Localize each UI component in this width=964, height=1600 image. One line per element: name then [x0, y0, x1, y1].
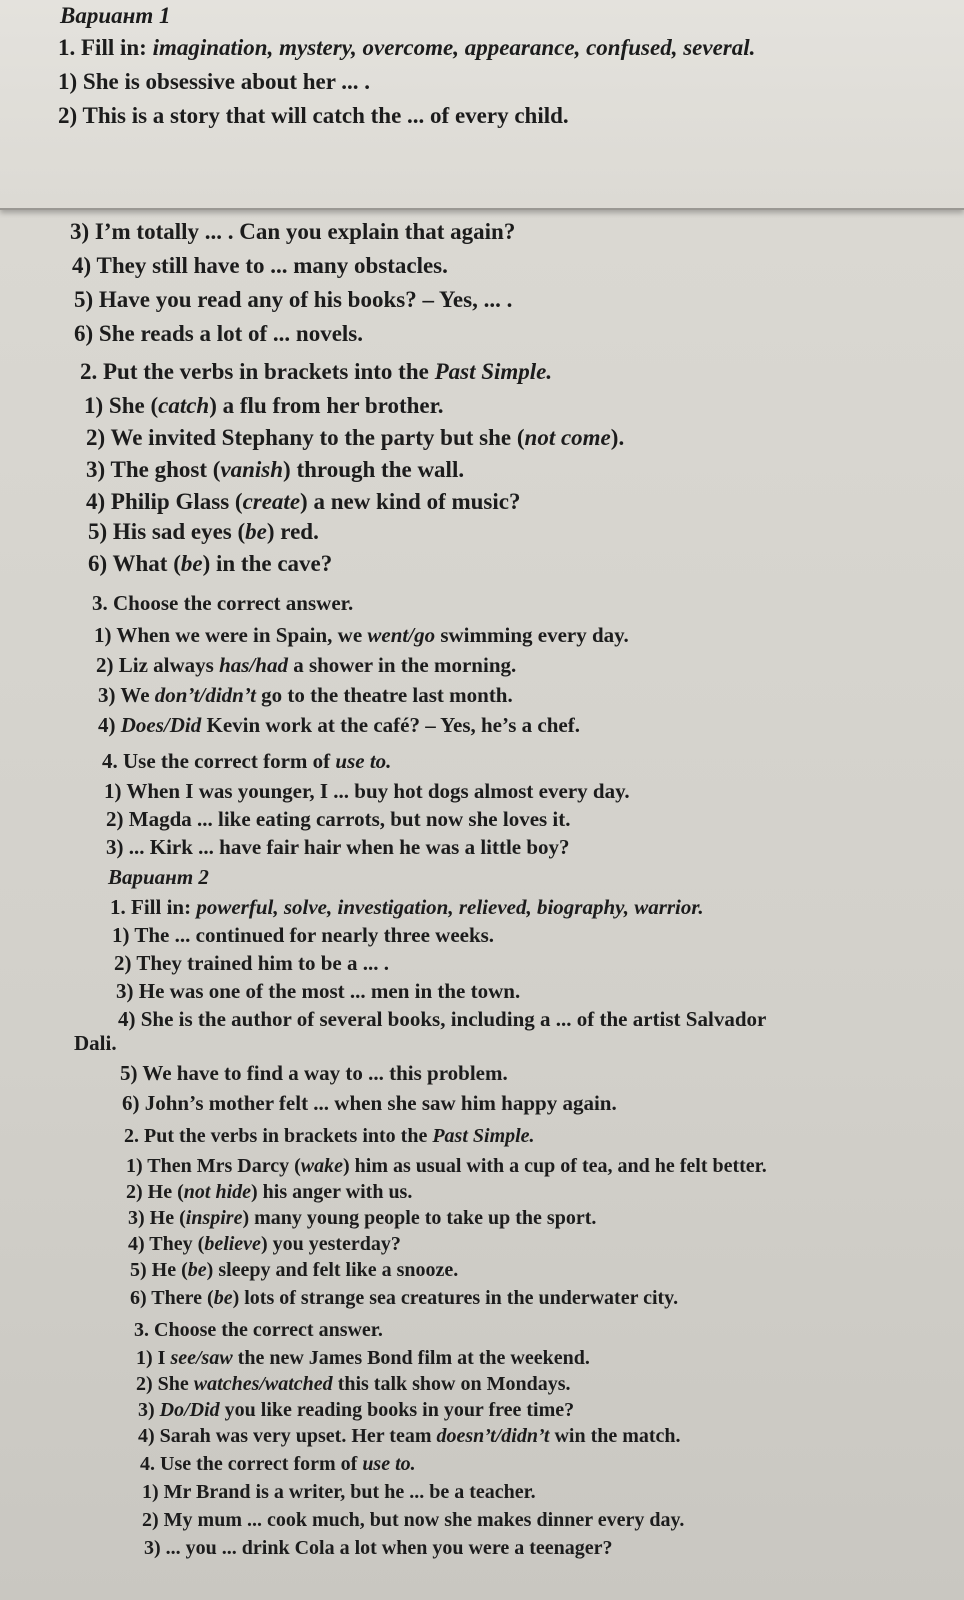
v2-ex1-item-1: 1) The ... continued for nearly three weeks. — [112, 923, 495, 947]
v1-ex2-item-5: 5) His sad eyes (be) red. — [88, 519, 319, 544]
v1-ex4-item-1: 1) When I was younger, I ... buy hot dogs almost every day. — [104, 779, 630, 803]
v1-ex2-item-4: 4) Philip Glass (create) a new kind of music? — [86, 489, 521, 514]
v1-ex1-item-4: 4) They still have to ... many obstacles. — [72, 253, 448, 278]
v2-ex2-item-5: 5) He (be) sleepy and felt like a snooze. — [130, 1259, 459, 1281]
v2-ex1-item-2: 2) They trained him to be a ... . — [114, 951, 389, 975]
v1-ex4-item-2: 2) Magda ... like eating carrots, but now she loves it. — [106, 807, 571, 831]
v2-ex2-item-4: 4) They (believe) you yesterday? — [128, 1233, 401, 1255]
v1-ex1-item-5: 5) Have you read any of his books? – Yes, ... . — [74, 287, 513, 312]
v2-ex1-item-6: 6) John’s mother felt ... when she saw him happy again. — [122, 1091, 617, 1115]
v2-ex3-item-4: 4) Sarah was very upset. Her team doesn’t/didn’t win the match. — [138, 1425, 681, 1447]
v1-ex2-item-3: 3) The ghost (vanish) through the wall. — [86, 457, 465, 482]
v2-ex3-heading: 3. Choose the correct answer. — [134, 1319, 383, 1341]
v2-ex2-item-6: 6) There (be) lots of strange sea creatures in the underwater city. — [130, 1287, 679, 1309]
variant-2-title: Вариант 2 — [108, 865, 209, 889]
v1-ex3-item-4: 4) Does/Did Kevin work at the café? – Yes, he’s a chef. — [98, 713, 580, 737]
v2-ex2-heading: 2. Put the verbs in brackets into the Past Simple. — [124, 1125, 535, 1147]
v2-ex3-item-1: 1) I see/saw the new James Bond film at the weekend. — [136, 1347, 590, 1369]
v2-ex1-item-5: 5) We have to find a way to ... this problem. — [120, 1061, 508, 1085]
v1-ex1-item-1: 1) She is obsessive about her ... . — [58, 69, 371, 94]
v2-ex4-item-1: 1) Mr Brand is a writer, but he ... be a teacher. — [142, 1481, 536, 1503]
v1-ex4-item-3: 3) ... Kirk ... have fair hair when he was a little boy? — [106, 835, 570, 859]
v1-ex2-item-6: 6) What (be) in the cave? — [88, 551, 333, 576]
v1-ex2-heading: 2. Put the verbs in brackets into the Past Simple. — [80, 359, 553, 384]
v2-ex3-item-2: 2) She watches/watched this talk show on Mondays. — [136, 1373, 571, 1395]
v2-ex1-item-4: 4) She is the author of several books, including a ... of the artist Salvador — [118, 1007, 767, 1031]
v1-ex1-item-3: 3) I’m totally ... . Can you explain that again? — [70, 219, 516, 244]
v2-ex4-heading: 4. Use the correct form of use to. — [140, 1453, 416, 1475]
v1-ex3-item-1: 1) When we were in Spain, we went/go swimming every day. — [94, 623, 629, 647]
v2-ex1-item-3: 3) He was one of the most ... men in the town. — [116, 979, 521, 1003]
v2-ex4-item-2: 2) My mum ... cook much, but now she makes dinner every day. — [142, 1509, 685, 1531]
v1-ex2-item-1: 1) She (catch) a flu from her brother. — [84, 393, 444, 418]
v2-ex2-item-1: 1) Then Mrs Darcy (wake) him as usual with a cup of tea, and he felt better. — [126, 1155, 767, 1177]
v1-ex4-heading: 4. Use the correct form of use to. — [102, 749, 392, 773]
variant-1-title: Вариант 1 — [60, 3, 171, 28]
v2-ex4-item-3: 3) ... you ... drink Cola a lot when you were a teenager? — [144, 1537, 613, 1559]
v1-ex3-item-2: 2) Liz always has/had a shower in the morning. — [96, 653, 517, 677]
v1-ex1-item-2: 2) This is a story that will catch the ... of every child. — [58, 103, 569, 128]
v1-ex2-item-2: 2) We invited Stephany to the party but she (not come). — [86, 425, 625, 450]
v2-ex1-heading: 1. Fill in: powerful, solve, investigation, relieved, biography, warrior. — [110, 895, 704, 919]
v2-ex1-item-4-cont: Dali. — [74, 1031, 117, 1055]
v2-ex3-item-3: 3) Do/Did you like reading books in your free time? — [138, 1399, 575, 1421]
v1-ex3-item-3: 3) We don’t/didn’t go to the theatre last month. — [98, 683, 513, 707]
v1-ex3-heading: 3. Choose the correct answer. — [92, 591, 354, 615]
v1-ex1-heading: 1. Fill in: imagination, mystery, overcome, appearance, confused, several. — [58, 35, 756, 60]
v2-ex2-item-3: 3) He (inspire) many young people to take up the sport. — [128, 1207, 597, 1229]
v2-ex2-item-2: 2) He (not hide) his anger with us. — [126, 1181, 413, 1203]
v1-ex1-item-6: 6) She reads a lot of ... novels. — [74, 321, 363, 346]
